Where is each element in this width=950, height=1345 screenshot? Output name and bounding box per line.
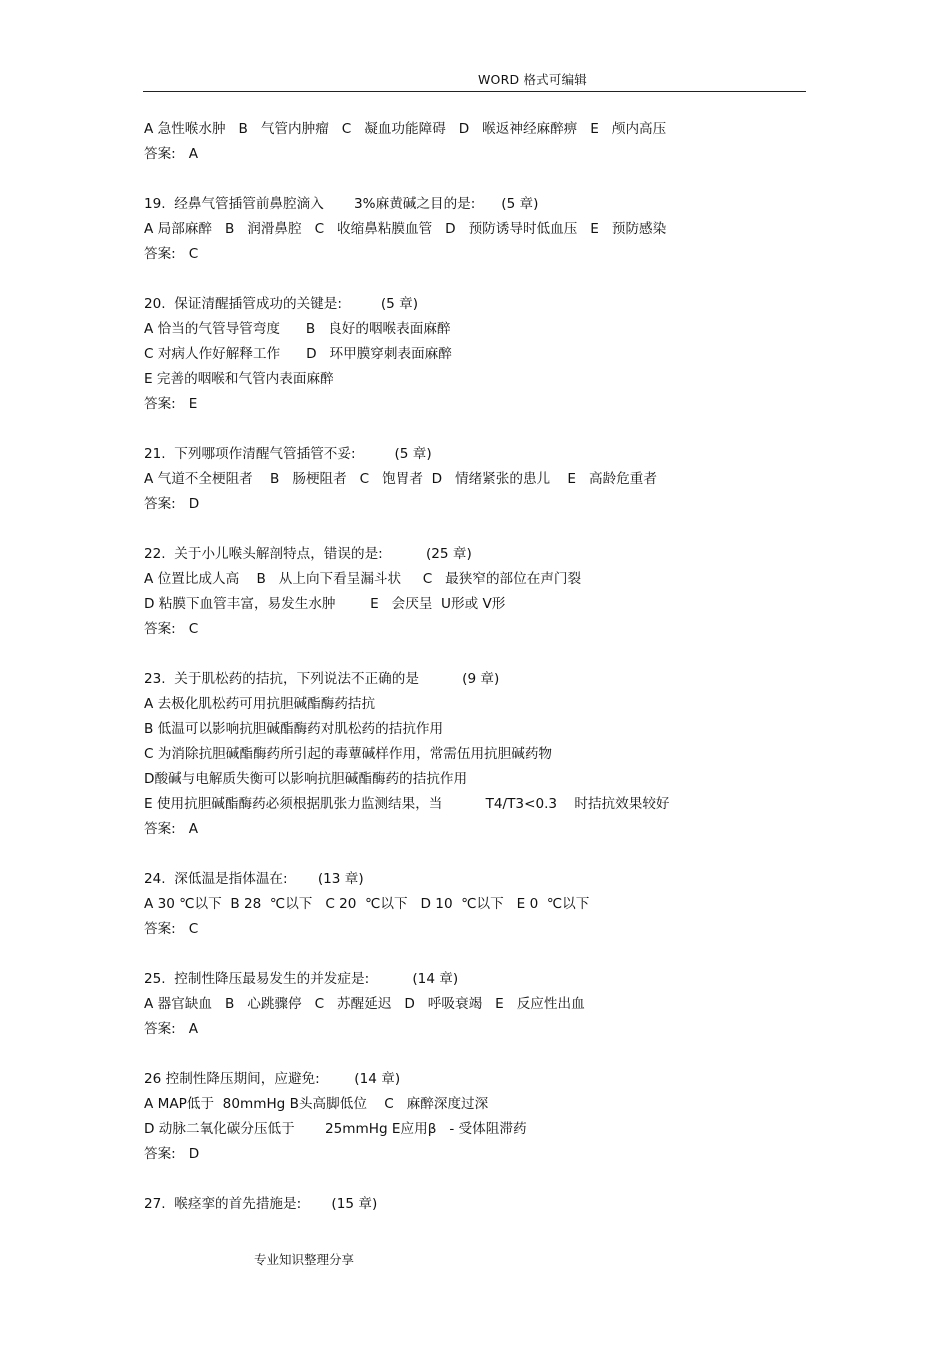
option-line: E 使用抗胆碱酯酶药必须根据肌张力监测结果，当 T4/T3<0.3 时拮抗效果较好 — [144, 796, 670, 812]
question-title: 21. 下列哪项作清醒气管插管不妥: (5 章) — [144, 446, 432, 462]
option-line: B 低温可以影响抗胆碱酯酶药对肌松药的拮抗作用 — [144, 721, 444, 737]
question-25 — [144, 967, 824, 1042]
question-27 — [144, 1192, 824, 1217]
question-title: 24. 深低温是指体温在: (13 章) — [144, 871, 364, 887]
question-title: 23. 关于肌松药的拮抗，下列说法不正确的是 (9 章) — [144, 671, 500, 687]
option-line: A 位置比成人高 B 从上向下看呈漏斗状 C 最狭窄的部位在声门裂 — [144, 571, 582, 587]
page-header-title: WORD 格式可编辑 — [478, 72, 587, 87]
question-title: 19. 经鼻气管插管前鼻腔滴入 3%麻黄碱之目的是: (5 章) — [144, 196, 539, 212]
question-22 — [144, 542, 824, 642]
question-title: 20. 保证清醒插管成功的关键是: (5 章) — [144, 296, 419, 312]
answer-line: 答案: D — [144, 1146, 200, 1162]
option-line: A 急性喉水肿 B 气管内肿瘤 C 凝血功能障碍 D 喉返神经麻醉痹 E 颅内高压 — [144, 121, 667, 137]
header-divider — [143, 91, 806, 92]
answer-line: 答案: D — [144, 496, 200, 512]
question-list — [144, 117, 824, 1217]
question-title: 25. 控制性降压最易发生的并发症是: (14 章) — [144, 971, 459, 987]
answer-line: 答案: A — [144, 1021, 199, 1037]
option-line: D酸碱与电解质失衡可以影响抗胆碱酯酶药的拮抗作用 — [144, 771, 468, 787]
option-line: A MAP低于 80mmHg B头高脚低位 C 麻醉深度过深 — [144, 1096, 489, 1112]
option-line: A 局部麻醉 B 润滑鼻腔 C 收缩鼻粘膜血管 D 预防诱导时低血压 E 预防感染 — [144, 221, 667, 237]
option-line: C 为消除抗胆碱酯酶药所引起的毒蕈碱样作用，常需伍用抗胆碱药物 — [144, 746, 553, 762]
answer-line: 答案: A — [144, 146, 199, 162]
option-line: A 气道不全梗阻者 B 肠梗阻者 C 饱胃者 D 情绪紧张的患儿 E 高龄危重者 — [144, 471, 657, 487]
answer-line: 答案: A — [144, 821, 199, 837]
option-line: D 粘膜下血管丰富，易发生水肿 E 会厌呈 U形或 V形 — [144, 596, 506, 612]
answer-line: 答案: C — [144, 921, 199, 937]
question-23 — [144, 667, 824, 842]
question-title: 27. 喉痉挛的首先措施是: (15 章) — [144, 1196, 378, 1212]
question-title: 22. 关于小儿喉头解剖特点，错误的是: (25 章) — [144, 546, 472, 562]
answer-line: 答案: C — [144, 621, 199, 637]
option-line: A 30 ℃以下 B 28 ℃以下 C 20 ℃以下 D 10 ℃以下 E 0 ℃以下 — [144, 896, 590, 912]
option-line: A 器官缺血 B 心跳骤停 C 苏醒延迟 D 呼吸衰竭 E 反应性出血 — [144, 996, 585, 1012]
answer-line: 答案: C — [144, 246, 199, 262]
question-21 — [144, 442, 824, 517]
question-26 — [144, 1067, 824, 1167]
question-24 — [144, 867, 824, 942]
question-title: 26 控制性降压期间，应避免: (14 章) — [144, 1071, 401, 1087]
answer-line: 答案: E — [144, 396, 198, 412]
question-20 — [144, 292, 824, 417]
option-line: A 恰当的气管导管弯度 B 良好的咽喉表面麻醉 — [144, 321, 451, 337]
option-line: D 动脉二氧化碳分压低于 25mmHg E应用β - 受体阻滞药 — [144, 1121, 527, 1137]
option-line: C 对病人作好解释工作 D 环甲膜穿刺表面麻醉 — [144, 346, 452, 362]
option-line: E 完善的咽喉和气管内表面麻醉 — [144, 371, 334, 387]
option-line: A 去极化肌松药可用抗胆碱酯酶药拮抗 — [144, 696, 376, 712]
question-19 — [144, 192, 824, 267]
page-footer-text: 专业知识整理分享 — [254, 1252, 355, 1267]
